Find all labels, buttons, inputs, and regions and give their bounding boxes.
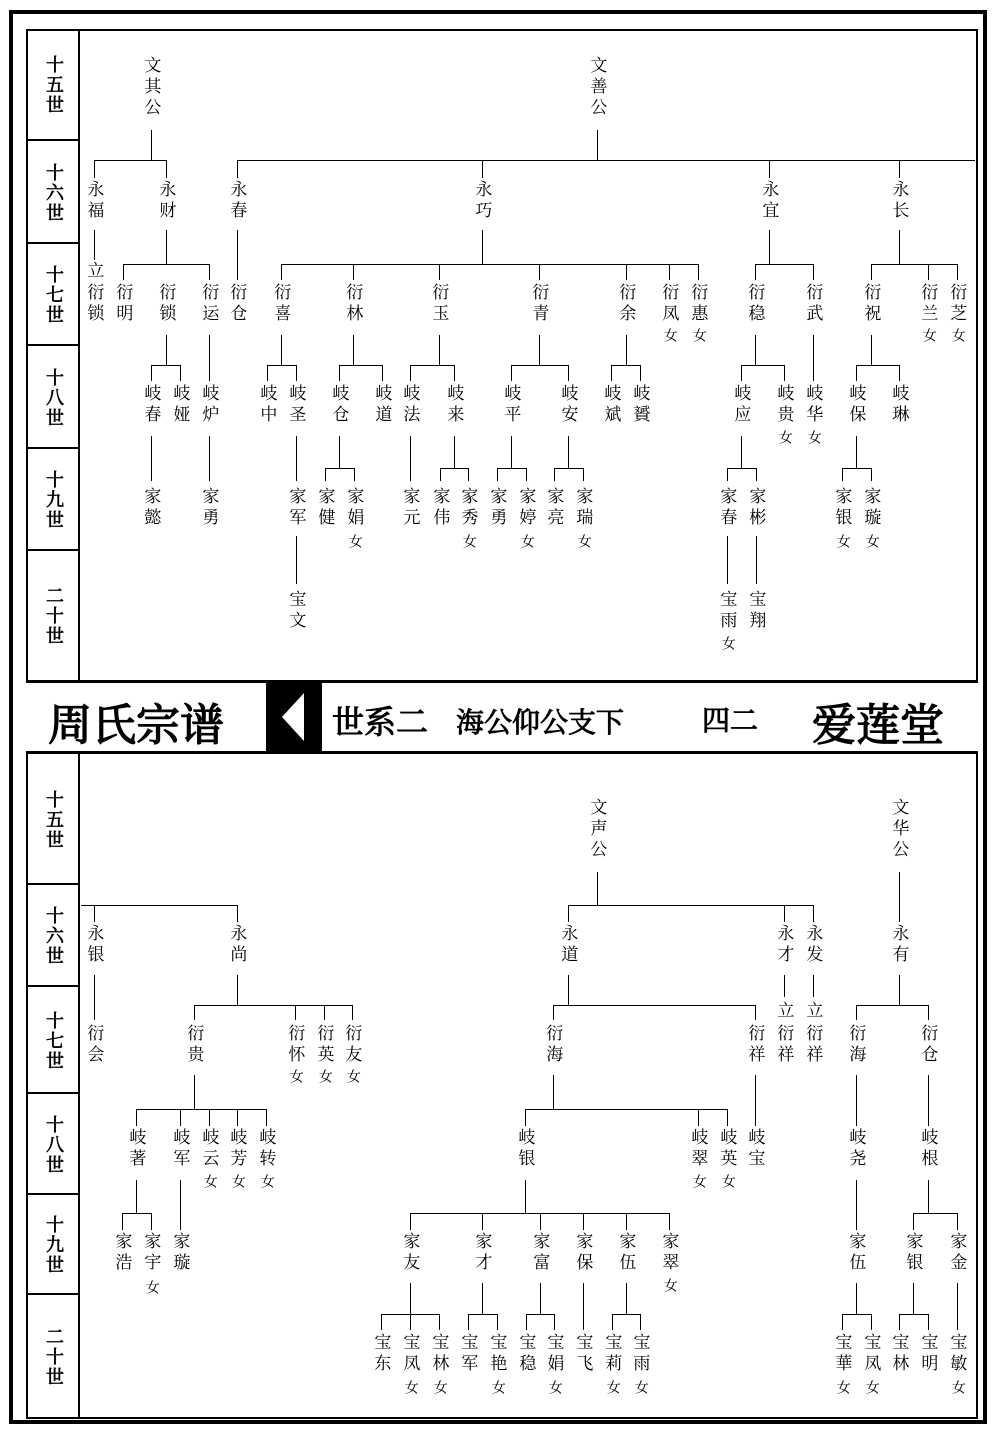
node-yanhai: 衍海 bbox=[542, 1024, 563, 1066]
node-qicang: 岐仓 bbox=[328, 384, 349, 426]
node-yancang: 衍仓 bbox=[226, 283, 247, 325]
node-baofeng: 宝凤 bbox=[399, 1333, 420, 1375]
node-qibin: 岐斌 bbox=[600, 384, 621, 426]
node-yanyou: 衍友 bbox=[341, 1024, 362, 1066]
node-qisheng: 岐圣 bbox=[285, 384, 306, 426]
female-mark: 女 bbox=[776, 430, 793, 446]
node-qijun: 岐军 bbox=[169, 1128, 190, 1170]
node-jiayu: 家宇 bbox=[140, 1232, 161, 1274]
female-mark: 女 bbox=[949, 1380, 966, 1396]
node-wensheng: 文声公 bbox=[586, 798, 607, 861]
node-qiyun: 岐云 bbox=[198, 1128, 219, 1170]
node-baowen: 宝文 bbox=[285, 590, 306, 632]
node-qilu: 岐炉 bbox=[198, 384, 219, 426]
title-band bbox=[26, 680, 978, 754]
female-mark: 女 bbox=[402, 1380, 419, 1396]
node-jiayin: 家银 bbox=[902, 1232, 923, 1274]
node-yanzhu: 衍祝 bbox=[860, 283, 881, 325]
node-yanxi: 衍喜 bbox=[270, 283, 291, 325]
node-jiajun: 家军 bbox=[285, 487, 306, 529]
node-qidao: 岐道 bbox=[371, 384, 392, 426]
female-mark: 女 bbox=[258, 1174, 275, 1190]
female-mark: 女 bbox=[575, 534, 592, 550]
node-yanhui: 衍惠 bbox=[687, 283, 708, 325]
node-jiayin: 家银 bbox=[831, 487, 852, 529]
node-yongcai: 永才 bbox=[773, 924, 794, 966]
node-jiawei: 家伟 bbox=[429, 487, 450, 529]
node-baofei: 宝飞 bbox=[572, 1333, 593, 1375]
node-baowen: 宝稳 bbox=[515, 1333, 536, 1375]
node-yongfu: 永福 bbox=[83, 180, 104, 222]
node-baofeng2: 宝凤 bbox=[860, 1333, 881, 1375]
female-mark: 女 bbox=[863, 534, 880, 550]
node-yongshang: 永尚 bbox=[226, 924, 247, 966]
female-mark: 女 bbox=[546, 1380, 563, 1396]
node-yongdao: 永道 bbox=[557, 924, 578, 966]
gen-16-label: 十六世 bbox=[43, 162, 64, 223]
female-mark: 女 bbox=[632, 1380, 649, 1396]
node-jiaxiu: 家秀 bbox=[457, 487, 478, 529]
node-yanyu: 衍玉 bbox=[428, 283, 449, 325]
node-jiayong2: 家勇 bbox=[486, 487, 507, 529]
node-yongyin: 永银 bbox=[83, 924, 104, 966]
node-jiacui: 家翠 bbox=[658, 1232, 679, 1274]
node-yansuo: 衍锁 bbox=[155, 283, 176, 325]
female-mark: 女 bbox=[604, 1380, 621, 1396]
node-yongchang: 永长 bbox=[888, 180, 909, 222]
node-qigen: 岐根 bbox=[917, 1128, 938, 1170]
node-baolin: 宝林 bbox=[428, 1333, 449, 1375]
node-jiaxuan: 家璇 bbox=[169, 1232, 190, 1274]
node-li: 立 bbox=[83, 261, 104, 282]
female-mark: 女 bbox=[201, 1174, 218, 1190]
page-number: 四二 bbox=[702, 704, 759, 737]
node-qizhong: 岐中 bbox=[256, 384, 277, 426]
node-baojun: 宝军 bbox=[457, 1333, 478, 1375]
node-qiyao: 岐尧 bbox=[845, 1128, 866, 1170]
node-yansuo-adopted: 衍锁 bbox=[83, 283, 104, 325]
female-mark: 女 bbox=[431, 1380, 448, 1396]
female-mark: 女 bbox=[143, 1280, 160, 1296]
node-yanwen: 衍稳 bbox=[744, 283, 765, 325]
node-baoyan: 宝艳 bbox=[486, 1333, 507, 1375]
node-baomin: 宝敏 bbox=[946, 1333, 967, 1375]
node-baoxiang: 宝翔 bbox=[745, 590, 766, 632]
node-jiayi: 家懿 bbox=[140, 487, 161, 529]
node-jiajin: 家金 bbox=[946, 1232, 967, 1274]
node-wenshan: 文善公 bbox=[586, 56, 607, 119]
node-qilin: 岐琳 bbox=[888, 384, 909, 426]
node-jiahao: 家浩 bbox=[111, 1232, 132, 1274]
node-yanxiang: 衍祥 bbox=[744, 1024, 765, 1066]
node-baodong: 宝东 bbox=[370, 1333, 391, 1375]
female-mark: 女 bbox=[661, 328, 678, 344]
node-qiya: 岐娅 bbox=[169, 384, 190, 426]
node-yanqing: 衍青 bbox=[528, 283, 549, 325]
node-qigui: 岐贵 bbox=[773, 384, 794, 426]
gen-20-label: 二十世 bbox=[43, 585, 64, 646]
female-mark: 女 bbox=[229, 1174, 246, 1190]
female-mark: 女 bbox=[287, 1069, 304, 1085]
node-qibao: 岐宝 bbox=[744, 1128, 765, 1170]
node-qicui: 岐翠 bbox=[687, 1128, 708, 1170]
node-yongfa: 永发 bbox=[802, 924, 823, 966]
node-wenhua: 文华公 bbox=[888, 798, 909, 861]
female-mark: 女 bbox=[719, 636, 736, 652]
female-mark: 女 bbox=[344, 1069, 361, 1085]
node-yanxiang-adopted-2: 衍祥 bbox=[802, 1024, 823, 1066]
node-yanming: 衍明 bbox=[112, 283, 133, 325]
female-mark: 女 bbox=[346, 534, 363, 550]
female-mark: 女 bbox=[661, 1278, 678, 1294]
female-mark: 女 bbox=[719, 1174, 736, 1190]
node-yangui: 衍贵 bbox=[183, 1024, 204, 1066]
node-baoyu: 宝雨 bbox=[716, 590, 737, 632]
node-qizhuan: 岐转 bbox=[255, 1128, 276, 1170]
node-yanhuai: 衍怀 bbox=[284, 1024, 305, 1066]
female-mark: 女 bbox=[949, 328, 966, 344]
node-li: 立 bbox=[773, 1001, 794, 1022]
female-mark: 女 bbox=[690, 328, 707, 344]
node-qilai: 岐来 bbox=[443, 384, 464, 426]
node-jiabao: 家保 bbox=[572, 1232, 593, 1274]
node-qiying: 岐英 bbox=[716, 1128, 737, 1170]
node-yongyou: 永有 bbox=[888, 924, 909, 966]
female-mark: 女 bbox=[489, 1380, 506, 1396]
node-baolin2: 宝林 bbox=[888, 1333, 909, 1375]
female-mark: 女 bbox=[460, 534, 477, 550]
node-yongqiao: 永巧 bbox=[471, 180, 492, 222]
node-wenqi: 文其公 bbox=[140, 56, 161, 119]
node-jiajian: 家健 bbox=[314, 487, 335, 529]
node-yanlan: 衍兰 bbox=[917, 283, 938, 325]
node-jiayuan: 家元 bbox=[399, 487, 420, 529]
gen-20-label: 二十世 bbox=[43, 1327, 64, 1387]
female-mark: 女 bbox=[316, 1069, 333, 1085]
node-baojuan: 宝娟 bbox=[543, 1333, 564, 1375]
node-baohua: 宝華 bbox=[831, 1333, 852, 1375]
node-jiawu: 家伍 bbox=[615, 1232, 636, 1274]
node-jiafu: 家富 bbox=[529, 1232, 550, 1274]
chevron-mark bbox=[266, 683, 322, 751]
node-yongchun: 永春 bbox=[226, 180, 247, 222]
node-yancang: 衍仓 bbox=[917, 1024, 938, 1066]
gen-16-label: 十六世 bbox=[43, 906, 64, 966]
node-jiayong: 家勇 bbox=[198, 487, 219, 529]
node-qifa: 岐法 bbox=[399, 384, 420, 426]
female-mark: 女 bbox=[805, 430, 822, 446]
node-jiajuan: 家娟 bbox=[343, 487, 364, 529]
node-yanyun: 衍运 bbox=[198, 283, 219, 325]
female-mark: 女 bbox=[690, 1174, 707, 1190]
node-qian: 岐安 bbox=[557, 384, 578, 426]
female-mark: 女 bbox=[920, 328, 937, 344]
node-yanhai2: 衍海 bbox=[845, 1024, 866, 1066]
node-yanzhi: 衍芝 bbox=[946, 283, 967, 325]
node-yanfeng: 衍凤 bbox=[658, 283, 679, 325]
node-baoming: 宝明 bbox=[917, 1333, 938, 1375]
female-mark: 女 bbox=[834, 534, 851, 550]
node-yanlin: 衍林 bbox=[342, 283, 363, 325]
node-jiabin: 家彬 bbox=[745, 487, 766, 529]
gen-17-label: 十七世 bbox=[43, 265, 64, 325]
gen-15-label: 十五世 bbox=[43, 55, 64, 115]
node-jiarui: 家瑞 bbox=[572, 487, 593, 529]
female-mark: 女 bbox=[863, 1380, 880, 1396]
gen-15-label: 十五世 bbox=[43, 789, 64, 850]
node-yanwu: 衍武 bbox=[802, 283, 823, 325]
hall-name: 爱莲堂 bbox=[812, 700, 944, 751]
node-jiating: 家婷 bbox=[515, 487, 536, 529]
node-qifang: 岐芳 bbox=[226, 1128, 247, 1170]
node-qiping: 岐平 bbox=[500, 384, 521, 426]
gen-18-label: 十八世 bbox=[43, 367, 64, 428]
node-qichun: 岐春 bbox=[140, 384, 161, 426]
node-qiyun: 岐贇 bbox=[629, 384, 650, 426]
node-jiawu2: 家伍 bbox=[845, 1232, 866, 1274]
node-jiachun: 家春 bbox=[716, 487, 737, 529]
branch-title: 海公仰公支下 bbox=[456, 706, 625, 739]
book-title: 周氏宗谱 bbox=[48, 700, 224, 751]
node-jiaxuan: 家璇 bbox=[860, 487, 881, 529]
gen-17-label: 十七世 bbox=[43, 1010, 64, 1071]
node-yanhui: 衍会 bbox=[83, 1024, 104, 1066]
gen-19-label: 十九世 bbox=[43, 1215, 64, 1275]
node-baoyu: 宝雨 bbox=[629, 1333, 650, 1375]
node-qizhu: 岐著 bbox=[125, 1128, 146, 1170]
section-title: 世系二 bbox=[332, 703, 429, 741]
gen-19-label: 十九世 bbox=[43, 470, 64, 530]
node-qihua: 岐华 bbox=[802, 384, 823, 426]
node-qiying: 岐应 bbox=[730, 384, 751, 426]
node-jiacai: 家才 bbox=[471, 1232, 492, 1274]
node-yanyu2: 衍余 bbox=[615, 283, 636, 325]
gen-18-label: 十八世 bbox=[43, 1114, 64, 1175]
node-yanying: 衍英 bbox=[313, 1024, 334, 1066]
node-yongcai: 永财 bbox=[155, 180, 176, 222]
female-mark: 女 bbox=[834, 1380, 851, 1396]
node-li: 立 bbox=[802, 1001, 823, 1022]
node-qibao: 岐保 bbox=[845, 384, 866, 426]
node-baoli: 宝莉 bbox=[601, 1333, 622, 1375]
node-yongyi: 永宜 bbox=[758, 180, 779, 222]
female-mark: 女 bbox=[518, 534, 535, 550]
node-qiyin: 岐银 bbox=[514, 1128, 535, 1170]
node-jiayou: 家友 bbox=[399, 1232, 420, 1274]
node-jialiang: 家亮 bbox=[543, 487, 564, 529]
node-yanxiang-adopted: 衍祥 bbox=[773, 1024, 794, 1066]
